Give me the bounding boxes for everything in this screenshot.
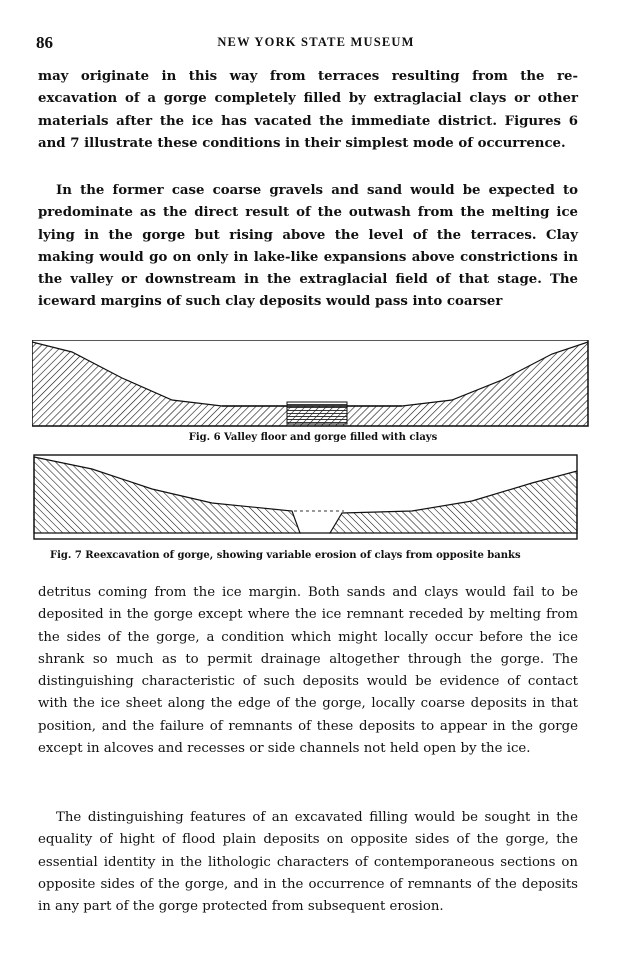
figure-6-caption: Fig. 6 Valley floor and gorge filled with clays [188, 432, 438, 443]
page-header [36, 33, 596, 53]
right-bank-remnant [330, 471, 577, 533]
paragraph-4: The distinguishing features of an excavated filling would be sought in the equality of hight of flood plain deposits on opposite sides of the gorge, the essential identity in the lithologic characters of contemporaneous sections on opposite sides of the gorge, and in the occurrence of remnants of the deposits in any part of the gorge protected from subsequent erosion. [38, 810, 578, 915]
paragraph-2: In the former case coarse gravels and sand would be expected to predominate as the direct result of the outwash from the melting ice lying in the gorge but rising above the level of the terraces. Clay making would go on only in lake-like expansions above constrictions in the valley or downstream in the extraglacial field of that stage. The iceward margins of such clay deposits would pass into coarser [38, 183, 578, 310]
gorge-clay-fill [287, 402, 347, 424]
figure-7-caption: Fig. 7 Reexcavation of gorge, showing variable erosion of clays from opposite banks [50, 550, 521, 561]
paragraph-3: detritus coming from the ice margin. Both sands and clays would fail to be deposited in the gorge except where the ice remnant receded by melting from the sides of the gorge, a condition which might locally occur before the ice shrank so much as to permit drainage altogether through the gorge. The distinguishing characteristic of such deposits would be evidence of contact with the ice sheet along the edge of the gorge, locally coarse deposits in that position, and the failure of remnants of these deposits to appear in the gorge except in alcoves and recesses or side channels not held open by the ice. [38, 585, 578, 757]
page-number: 86 [36, 33, 53, 52]
paragraph-1: may originate in this way from terraces resulting from the re-excavation of a gorge completely filled by extraglacial clays or other materials after the ice has vacated the immediate district. Figures 6 and 7 illustrate these conditions in their simplest mode of occurrence. [38, 69, 578, 151]
running-title: NEW YORK STATE MUSEUM [217, 35, 415, 49]
figure-7-diagram [32, 453, 592, 545]
left-bank-remnant [34, 457, 300, 533]
figure-6-diagram [32, 340, 592, 428]
